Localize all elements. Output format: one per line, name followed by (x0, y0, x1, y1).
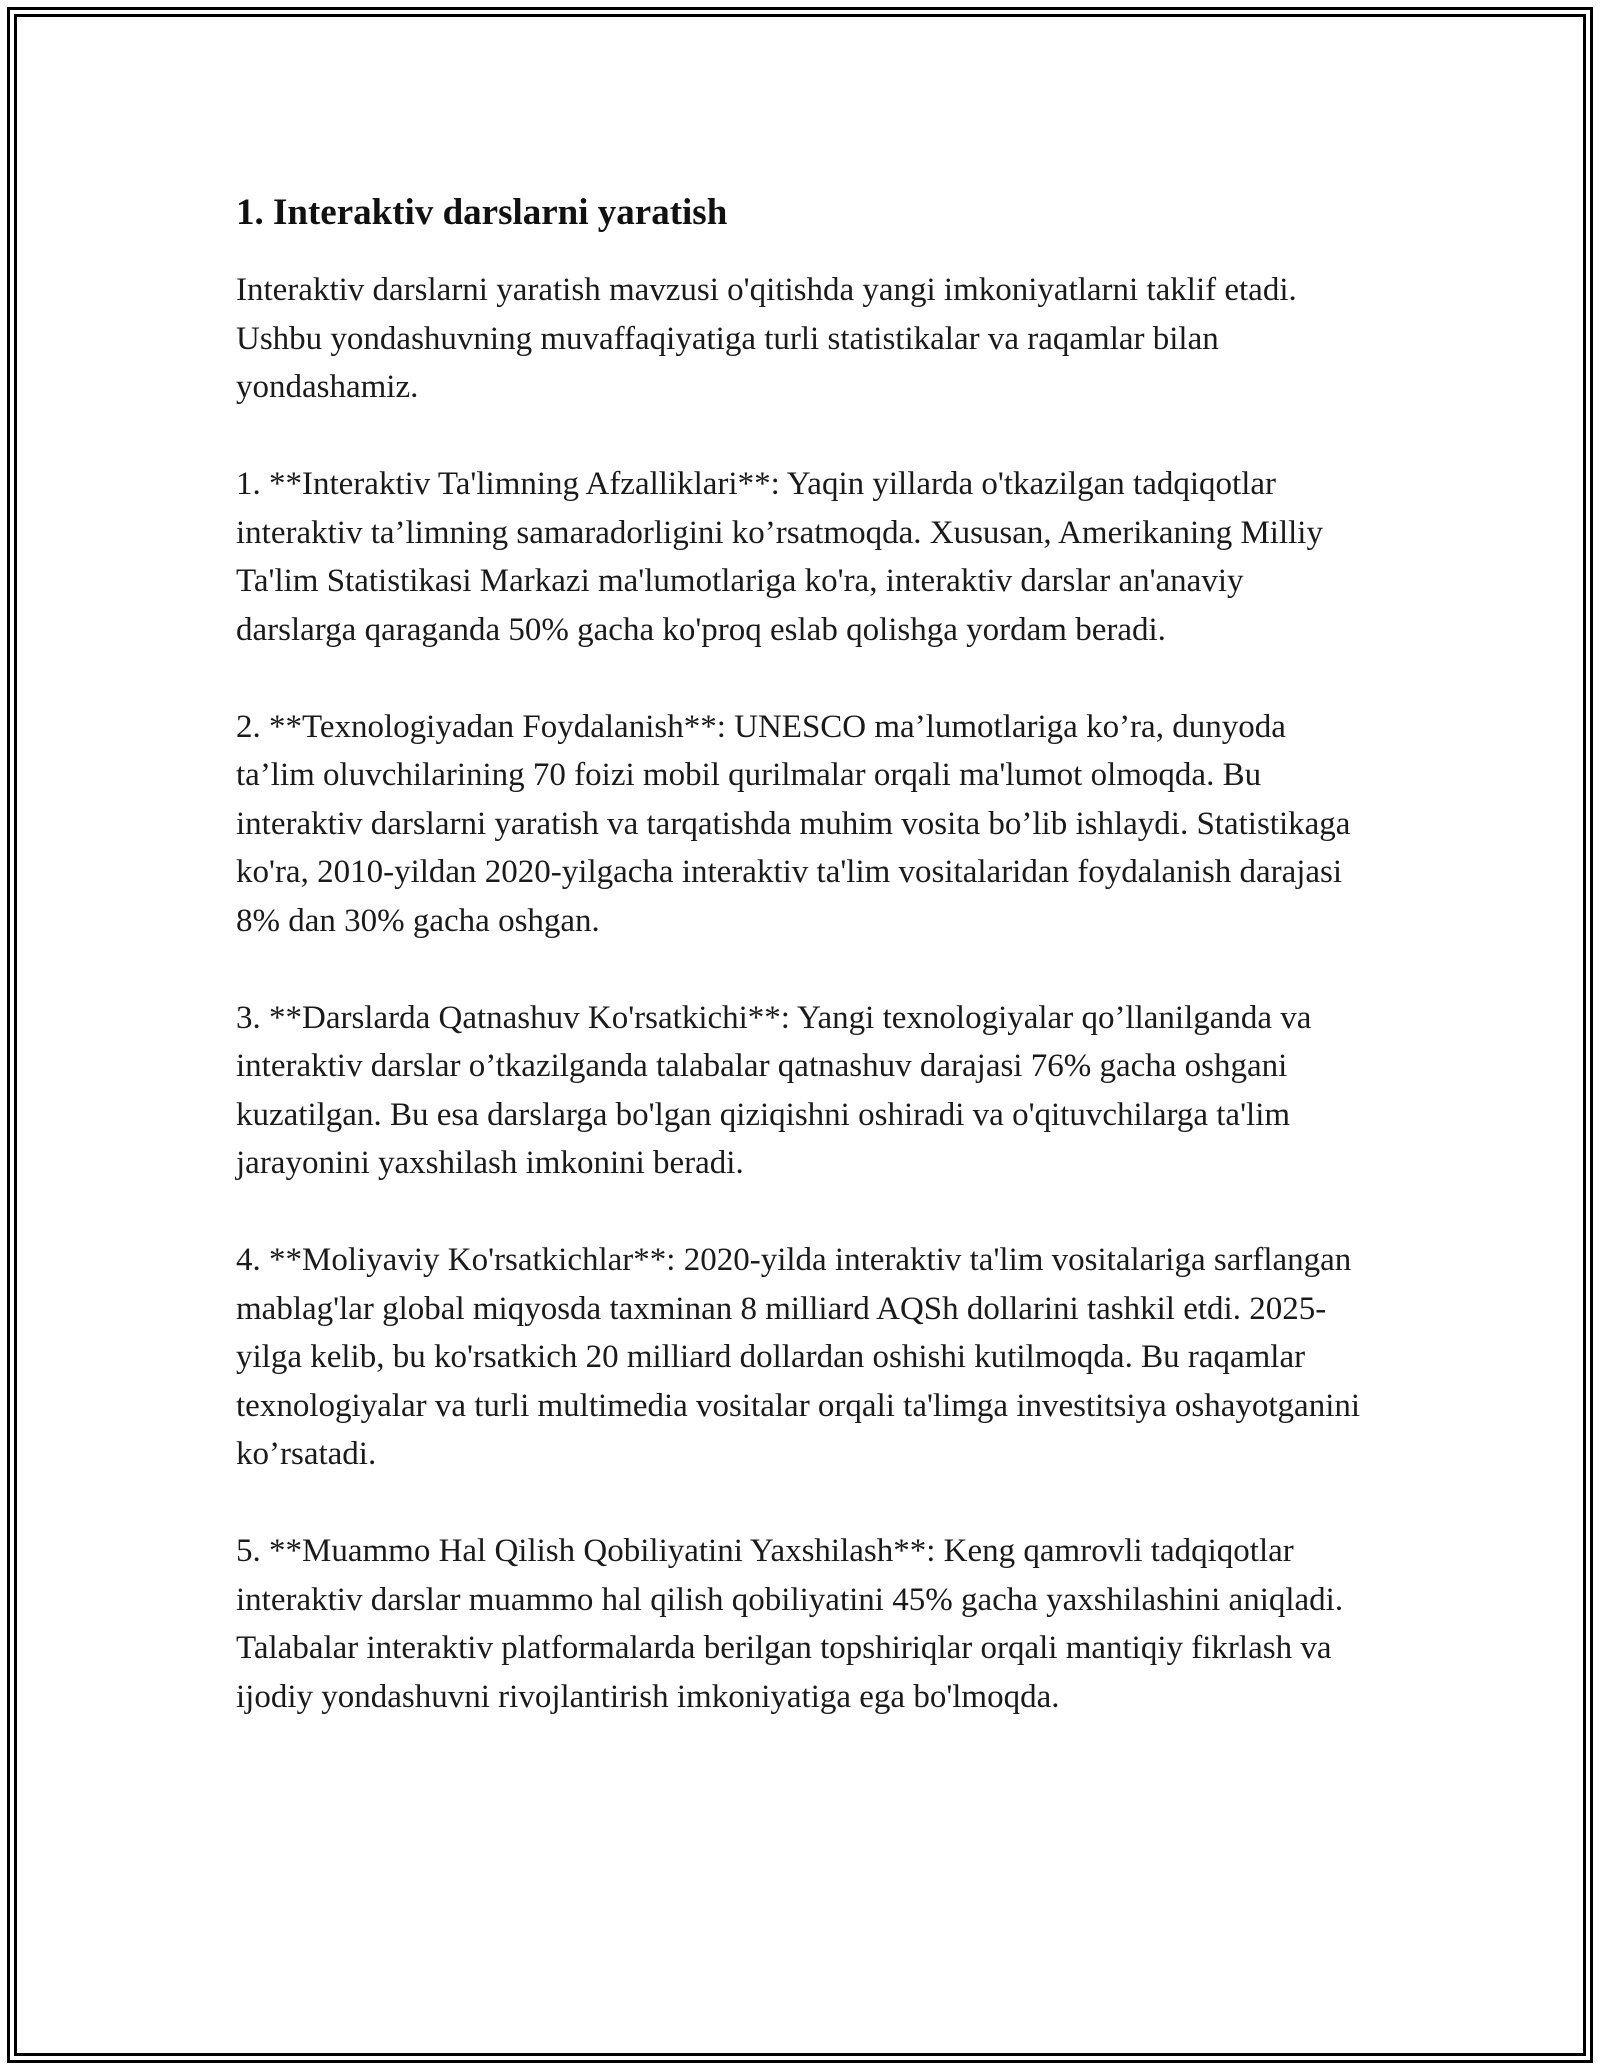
document-body (236, 184, 1366, 1770)
paragraph-item-5: 5. **Muammo Hal Qilish Qobiliyatini Yaxshilash**: Keng qamrovli tadqiqotlar interaktiv darslar muammo hal qilish qobiliyatini 45% gacha yaxshilashini aniqladi. Talabalar interaktiv platformalarda berilgan topshiriqlar orqali mantiqiy fikrlash va ijodiy yondashuvni rivojlantirish imkoniyatiga ega bo'lmoqda. (236, 1533, 1344, 1715)
intro-paragraph: Interaktiv darslarni yaratish mavzusi o'qitishda yangi imkoniyatlarni taklif etadi. Ushbu yondashuvning muvaffaqiyatiga turli statistikalar va raqamlar bilan yondashamiz. (236, 272, 1297, 405)
document-title: 1. Interaktiv darslarni yaratish (236, 192, 728, 233)
paragraph-item-2: 2. **Texnologiyadan Foydalanish**: UNESCO ma’lumotlariga ko’ra, dunyoda ta’lim oluvchilarining 70 foizi mobil qurilmalar orqali ma'lumot olmoqda. Bu interaktiv darslarni yaratish va tarqatishda muhim vosita bo’lib ishlaydi. Statistikaga ko'ra, 2010-yildan 2020-yilgacha interaktiv ta'lim vositalaridan foydalanish darajasi 8% dan 30% gacha oshgan. (236, 708, 1351, 939)
paragraph-item-1: 1. **Interaktiv Ta'limning Afzalliklari**: Yaqin yillarda o'tkazilgan tadqiqotlar interaktiv ta’limning samaradorligini ko’rsatmoqda. Xususan, Amerikaning Milliy Ta'lim Statistikasi Markazi ma'lumotlariga ko'ra, interaktiv darslar an'anaviy darslarga qaraganda 50% gacha ko'proq eslab qolishga yordam beradi. (236, 466, 1323, 648)
paragraph-item-3: 3. **Darslarda Qatnashuv Ko'rsatkichi**: Yangi texnologiyalar qo’llanilganda va interaktiv darslar o’tkazilganda talabalar qatnashuv darajasi 76% gacha oshgani kuzatilgan. Bu esa darslarga bo'lgan qiziqishni oshiradi va o'qituvchilarga ta'lim jarayonini yaxshilash imkonini beradi. (236, 999, 1312, 1181)
paragraph-item-4: 4. **Moliyaviy Ko'rsatkichlar**: 2020-yilda interaktiv ta'lim vositalariga sarflangan mablag'lar global miqyosda taxminan 8 milliard AQSh dollarini tashkil etdi. 2025-yilga kelib, bu ko'rsatkich 20 milliard dollardan oshishi kutilmoqda. Bu raqamlar texnologiyalar va turli multimedia vositalar orqali ta'limga investitsiya oshayotganini ko’rsatadi. (236, 1242, 1361, 1472)
